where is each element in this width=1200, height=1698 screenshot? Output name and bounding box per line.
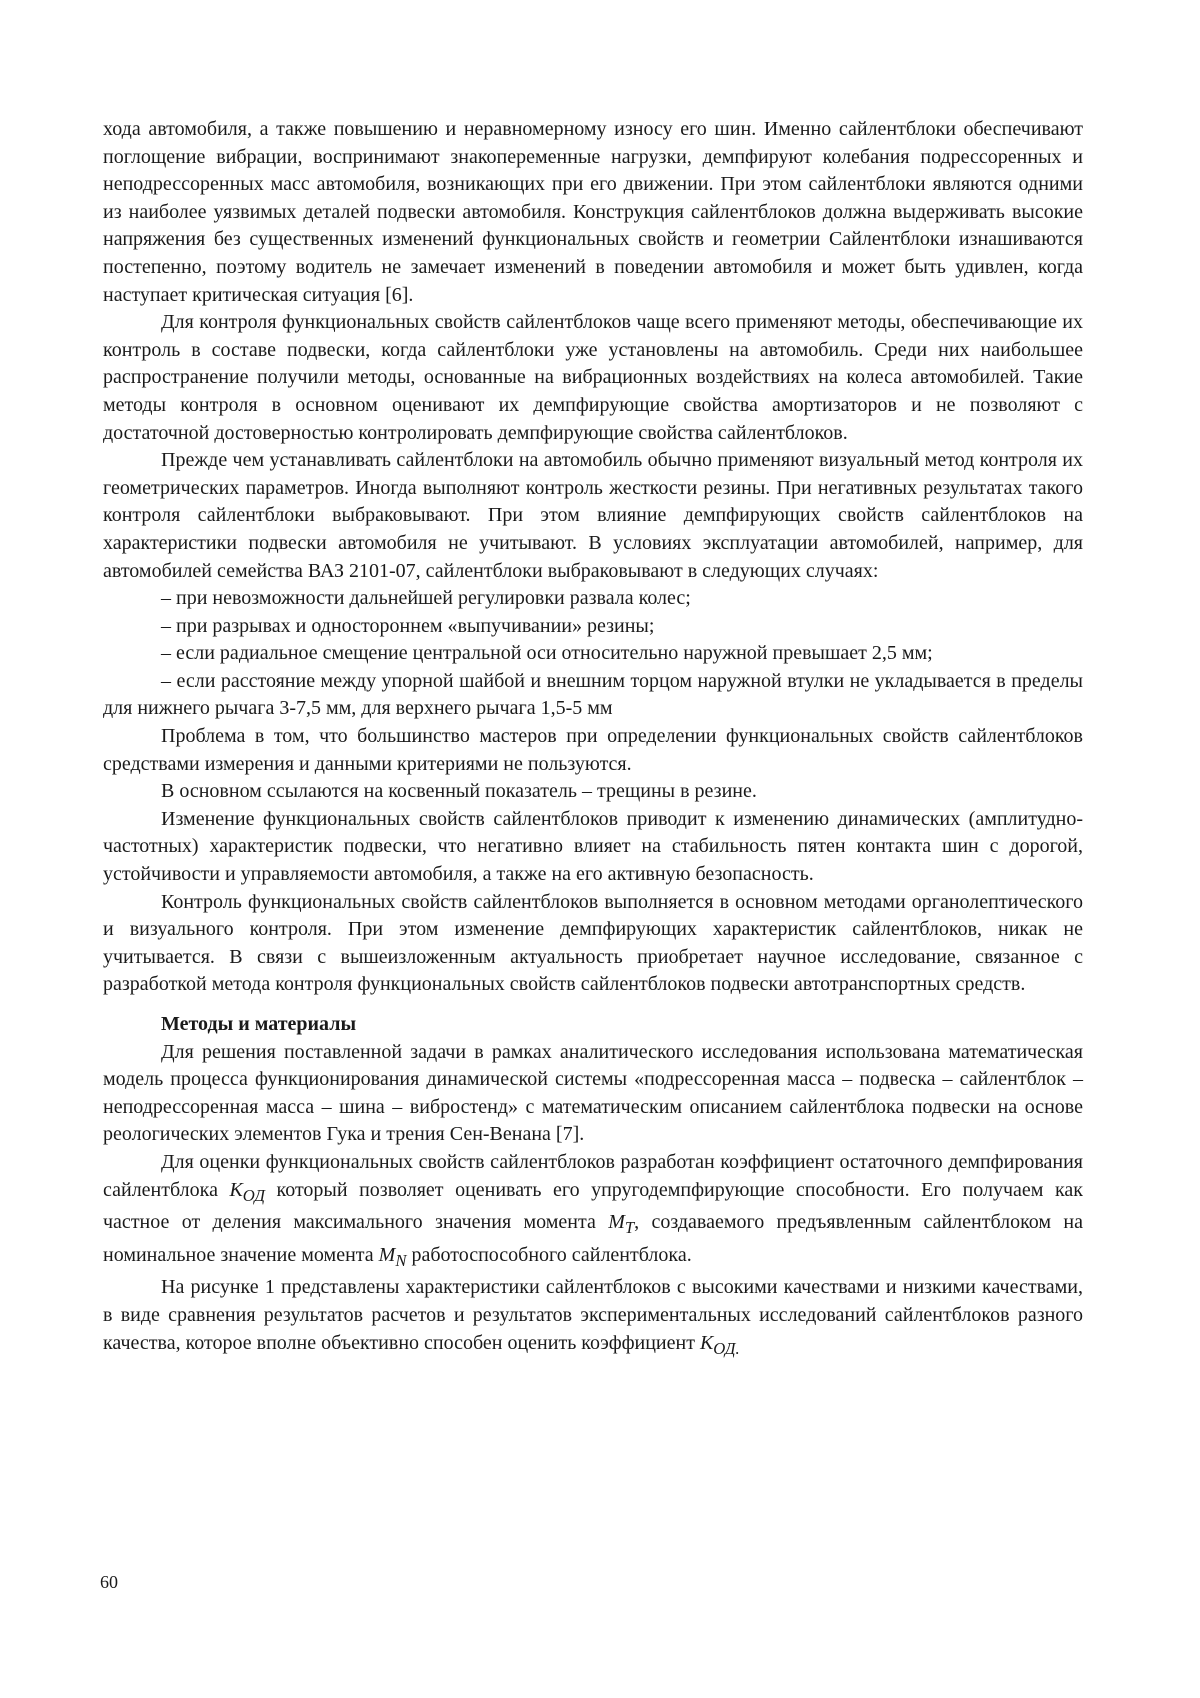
paragraph-6: Изменение функциональных свойств сайлентблоков приводит к изменению динамических (амплитудно-частотных) характеристик подвески, что негативно влияет на стабильность пятен контакта шин с дорогой, устойчивости и управляемости автомобиля, а также на его активную безопасность. (103, 807, 1083, 886)
moment-mn (378, 1243, 407, 1270)
paragraph-8: Для решения поставленной задачи в рамках аналитического исследования использована математическая модель процесса функционирования динамической системы «подрессоренная масса – подвеска – сайлентблок – неподрессоренная масса – шина – вибростенд» с математическим описанием сайлентблока подвески на основе реологических элементов Гука и трения Сен-Венана [7]. (103, 1040, 1083, 1146)
paragraph-7: Контроль функциональных свойств сайлентблоков выполняется в основном методами органолептического и визуального контроля. При этом изменение демпфирующих характеристик сайлентблоков, никак не учитывается. В связи с вышеизложенным актуальность приобретает научное исследование, связанное с разработкой метода контроля функциональных свойств сайлентблоков подвески автотранспортных средств. (103, 890, 1083, 996)
paragraph-3: Прежде чем устанавливать сайлентблоки на автомобиль обычно применяют визуальный метод контроля их геометрических параметров. Иногда выполняют контроль жесткости резины. При негативных результатах такого контроля сайлентблоки выбраковывают. При этом влияние демпфирующих свойств сайлентблоков на характеристики подвески автомобиля не учитывают. В условиях эксплуатации автомобилей, например, для автомобилей семейства ВАЗ 2101-07, сайлентблоки выбраковывают в следующих случаях: (103, 449, 1083, 582)
moment-mt-subscript: Т (624, 1218, 635, 1238)
section-heading: Методы и материалы (161, 1013, 357, 1035)
list-item: – при разрывах и одностороннем «выпучивании» резины; (161, 614, 655, 637)
moment-mn-subscript: N (395, 1250, 407, 1270)
moment-mt-symbol: М (608, 1211, 625, 1234)
coefficient-kod-symbol: К (229, 1178, 243, 1201)
page-number: 60 (100, 1572, 118, 1592)
paragraph-9-text-c: , создаваемого предъявленным сайлентблоком на номинальное значение момента (103, 1211, 1083, 1266)
list-item: – при невозможности дальнейшей регулировки развала колес; (161, 587, 691, 610)
paragraph-10-text: На рисунке 1 представлены характеристики сайлентблоков с высокими качествами и низкими качествами, в виде сравнения результатов расчетов и результатов экспериментальных исследований сайлентблоков разного качества, которое вполне объективно способен оценить коэффициент (103, 1276, 1083, 1354)
paragraph-9-text-d: работоспособного сайлентблока. (406, 1243, 692, 1266)
paragraph-2: Для контроля функциональных свойств сайлентблоков чаще всего применяют методы, обеспечивающие их контроль в составе подвески, когда сайлентблоки уже установлены на автомобиль. Среди них наибольшее распространение получили методы, основанные на вибрационных воздействиях на колеса автомобилей. Такие методы контроля в основном оценивают их демпфирующие свойства амортизаторов и не позволяют с достаточной достоверностью контролировать демпфирующие свойства сайлентблоков. (103, 311, 1083, 444)
coefficient-kod-end-symbol: К (699, 1331, 714, 1354)
paragraph-9-text-a: Для оценки функциональных свойств сайлентблоков разработан коэффициент остаточного демпфирования сайлентблока (103, 1150, 1083, 1201)
coefficient-kod-end-subscript: ОД. (713, 1338, 740, 1358)
list-item: – если радиальное смещение центральной оси относительно наружной превышает 2,5 мм; (161, 642, 933, 665)
paragraph-5: В основном ссылаются на косвенный показатель – трещины в резине. (161, 780, 757, 803)
paragraph-9 (103, 1149, 1083, 1274)
coefficient-kod-subscript: ОД (242, 1185, 265, 1205)
paragraph-1: хода автомобиля, а также повышению и неравномерному износу его шин. Именно сайлентблоки обеспечивают поглощение вибрации, воспринимают знакопеременные нагрузки, демпфируют колебания подрессоренных и неподрессоренных масс автомобиля, возникающих при его движении. При этом сайлентблоки являются одними из наиболее уязвимых деталей подвески автомобиля. Конструкция сайлентблоков должна выдерживать высокие напряжения без существенных изменений функциональных свойств и геометрии Сайлентблоки изнашиваются постепенно, поэтому водитель не замечает изменений в поведении автомобиля и может быть удивлен, когда наступает критическая ситуация [6]. (103, 118, 1083, 306)
list-item: – если расстояние между упорной шайбой и внешним торцом наружной втулки не укладывается в пределы для нижнего рычага 3-7,5 мм, для верхнего рычага 1,5-5 мм (103, 669, 1083, 720)
coefficient-kod (229, 1178, 265, 1205)
paragraph-4: Проблема в том, что большинство мастеров при определении функциональных свойств сайлентблоков средствами измерения и данными критериями не пользуются. (103, 725, 1083, 775)
paragraph-9-text-b: который позволяет оценивать его упругодемпфирующие способности. Его получаем как частное от деления максимального значения момента (103, 1178, 1083, 1234)
paragraph-10 (103, 1274, 1083, 1362)
coefficient-kod-end (699, 1331, 740, 1358)
body-text (103, 116, 1083, 1362)
moment-mt (608, 1211, 635, 1238)
moment-mn-symbol: М (378, 1243, 396, 1266)
